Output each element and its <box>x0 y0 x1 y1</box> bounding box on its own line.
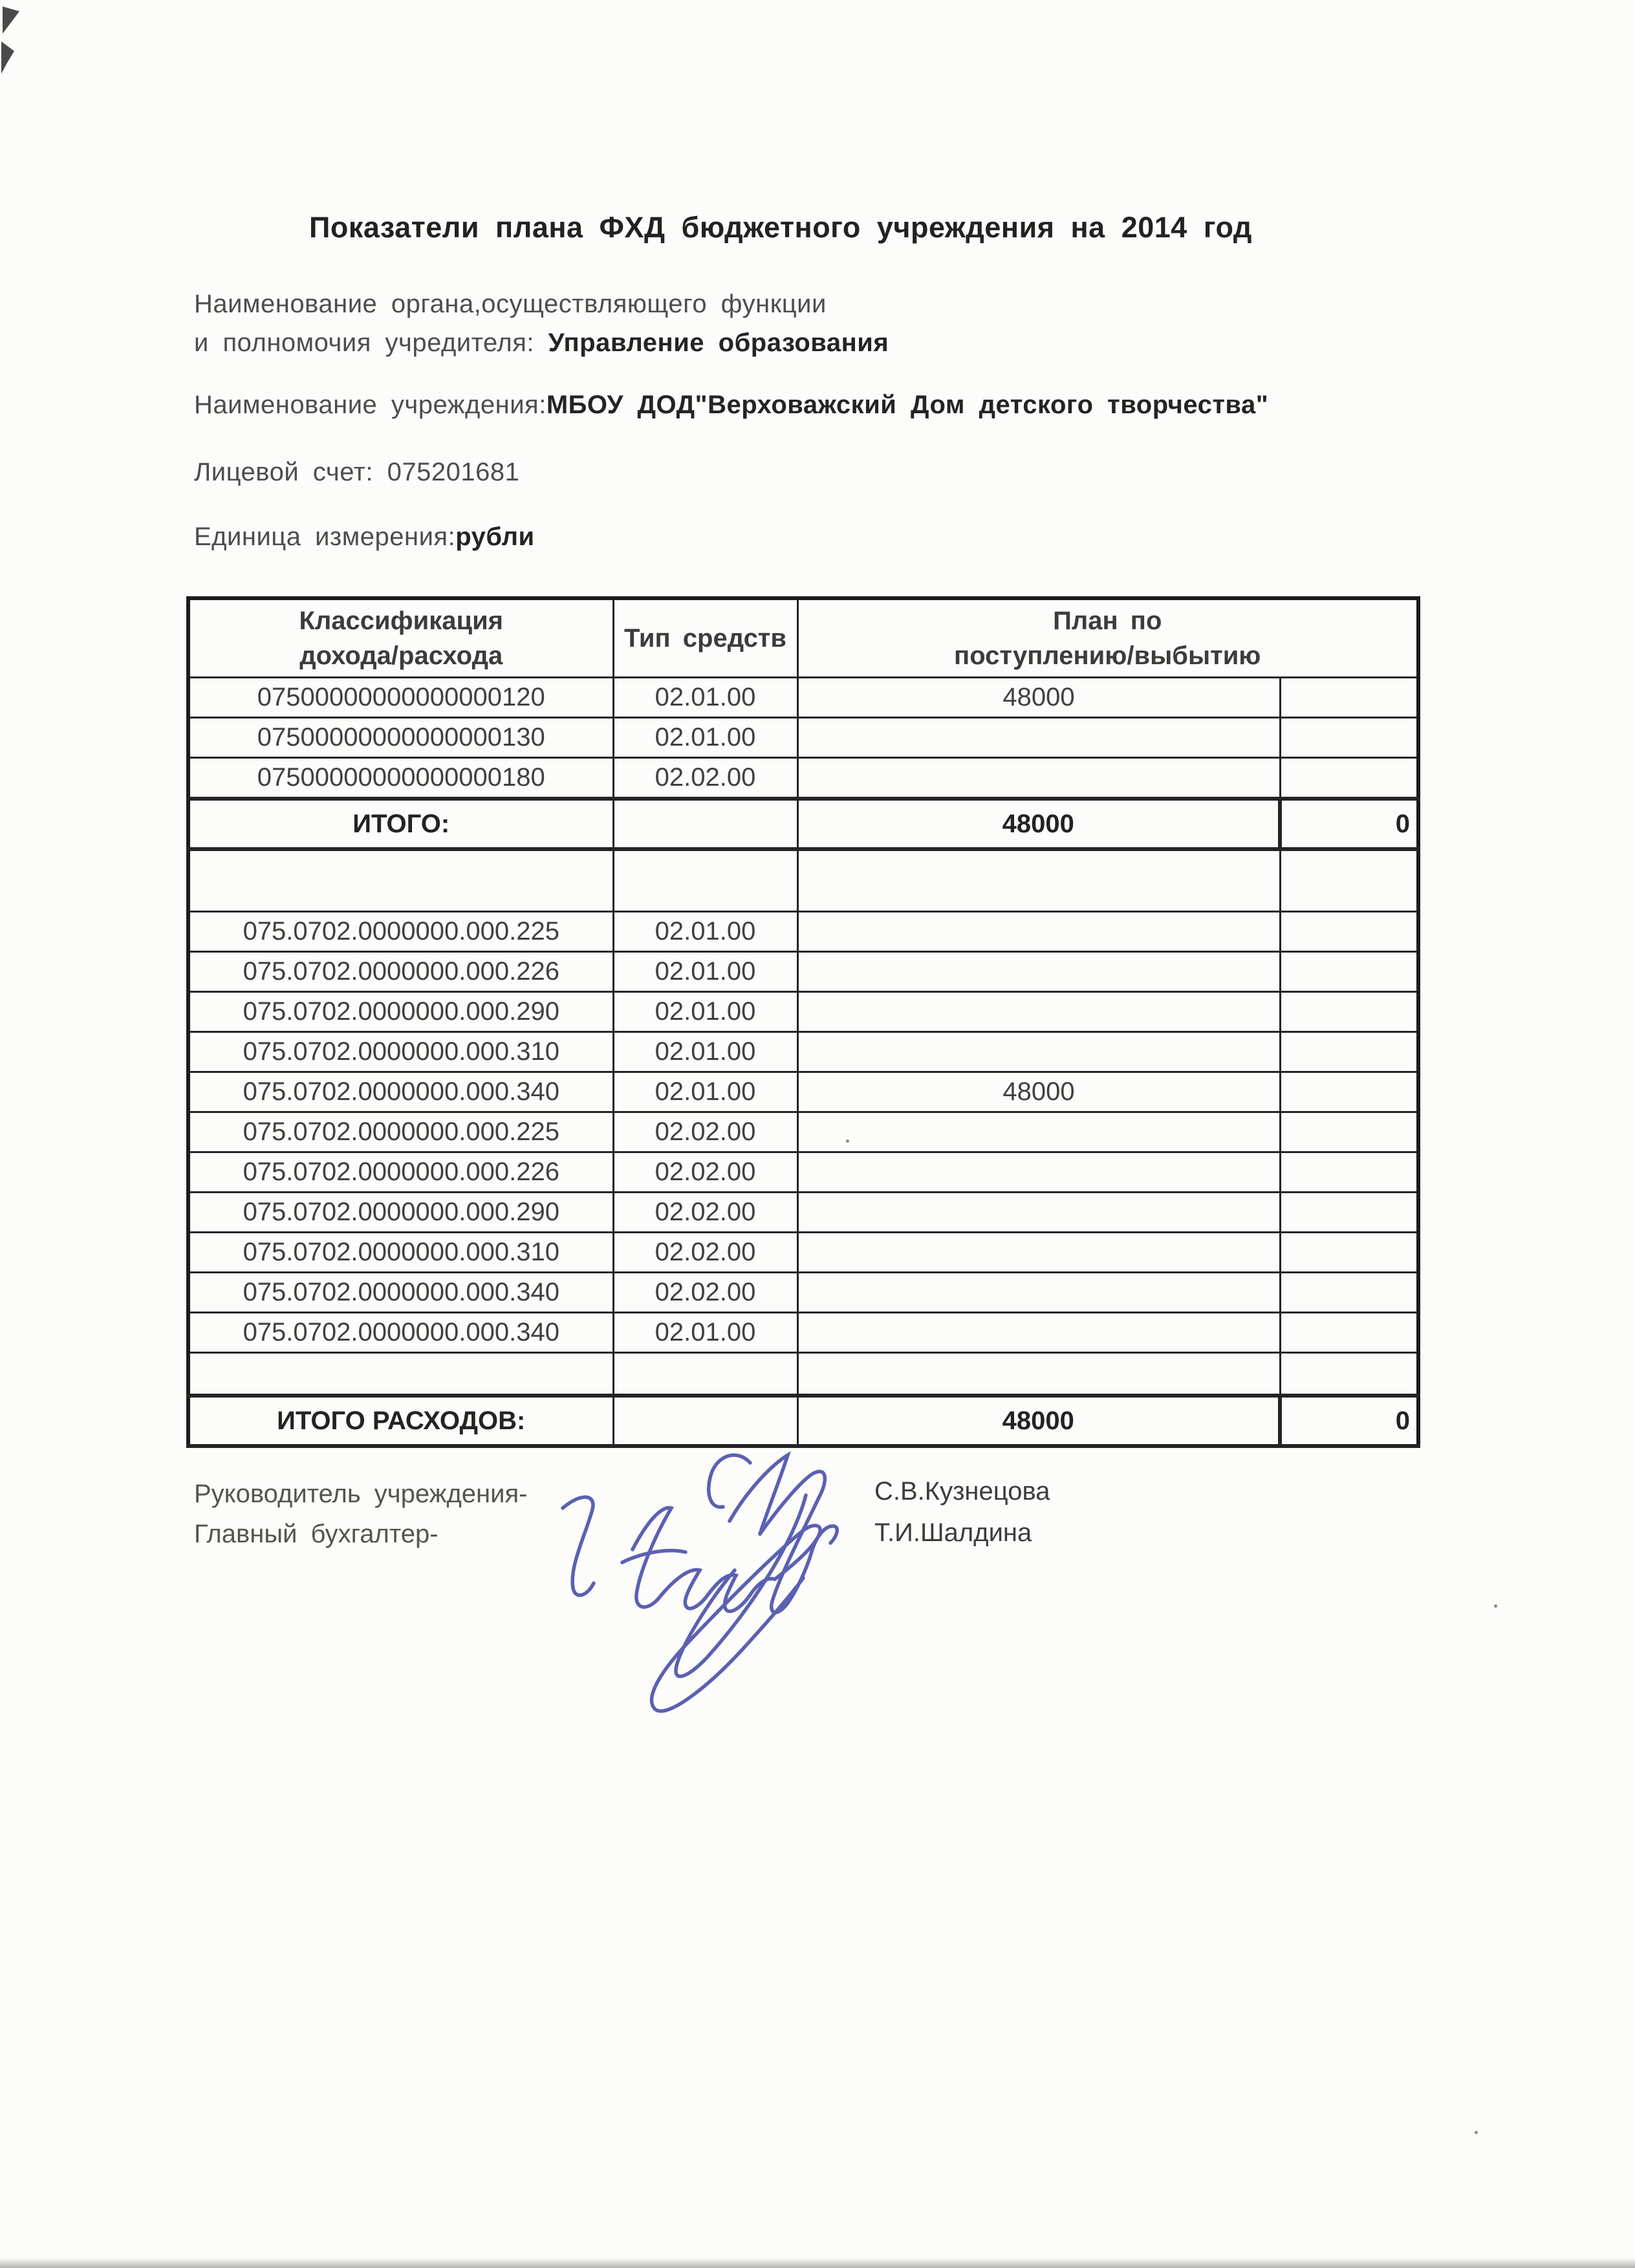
cell-plan <box>797 952 1280 992</box>
cell-extra: 0 <box>1280 799 1418 849</box>
header-plan-line2: поступлению/выбытию <box>954 642 1261 670</box>
role-accountant: Главный бухгалтер- <box>194 1520 439 1548</box>
header-fund-type: Тип средств <box>613 598 797 678</box>
unit-value: рубли <box>455 523 535 551</box>
cell-code: 07500000000000000180 <box>188 758 613 799</box>
cell-code: 075.0702.0000000.000.340 <box>188 1273 613 1313</box>
cell-plan: 48000 <box>797 1072 1280 1112</box>
cell-plan <box>797 1313 1280 1353</box>
plan-table-body <box>188 678 1418 1447</box>
cell-type: 02.01.00 <box>613 678 797 718</box>
scan-artifact-mark <box>3 6 19 34</box>
cell-extra <box>1280 952 1418 992</box>
cell-extra <box>1280 912 1418 952</box>
founder-name: Управление образования <box>548 329 889 357</box>
cell-type <box>613 1396 797 1446</box>
table-row <box>188 1072 1418 1112</box>
cell-extra: 0 <box>1280 1396 1418 1446</box>
cell-extra <box>1280 1152 1418 1193</box>
cell-type: 02.02.00 <box>613 1152 797 1193</box>
cell-code: ИТОГО: <box>188 799 613 849</box>
cell-plan <box>797 1273 1280 1313</box>
account-number: 075201681 <box>387 458 520 486</box>
table-row <box>188 1193 1418 1233</box>
cell-plan <box>797 1353 1280 1396</box>
cell-plan <box>797 1152 1280 1193</box>
unit-line <box>194 523 535 552</box>
table-row <box>188 1273 1418 1313</box>
table-row <box>188 758 1418 799</box>
institution-label: Наименование учреждения: <box>194 391 547 419</box>
cell-plan <box>797 1193 1280 1233</box>
table-row <box>188 952 1418 992</box>
cell-type: 02.02.00 <box>613 1193 797 1233</box>
table-row <box>188 1112 1418 1152</box>
account-label: Лицевой счет: <box>194 458 387 486</box>
founder-line-1: Наименование органа,осуществляющего функции <box>194 290 827 318</box>
cell-extra <box>1280 678 1418 718</box>
unit-label: Единица измерения: <box>194 523 456 551</box>
cell-code: 075.0702.0000000.000.290 <box>188 1193 613 1233</box>
cell-plan <box>797 1233 1280 1273</box>
cell-plan <box>797 992 1280 1032</box>
cell-extra <box>1280 758 1418 799</box>
cell-plan <box>797 1032 1280 1072</box>
scan-speck <box>1475 2131 1478 2134</box>
empty-row <box>188 849 1418 912</box>
cell-code: 075.0702.0000000.000.225 <box>188 1112 613 1152</box>
accountant-name: Т.И.Шалдина <box>874 1518 1032 1547</box>
cell-extra <box>1280 849 1418 912</box>
header-plan-line1: План по <box>1053 607 1162 635</box>
cell-code: 075.0702.0000000.000.310 <box>188 1032 613 1072</box>
total-row <box>188 1396 1418 1446</box>
cell-code: 075.0702.0000000.000.310 <box>188 1233 613 1273</box>
cell-plan: 48000 <box>797 678 1280 718</box>
table-row <box>188 718 1418 758</box>
cell-plan <box>797 912 1280 952</box>
table-header-row <box>188 598 1418 678</box>
scan-artifact-mark <box>1 41 14 74</box>
header-classification <box>188 598 613 678</box>
cell-plan <box>797 1112 1280 1152</box>
cell-extra <box>1280 1032 1418 1072</box>
scan-bottom-shadow <box>0 2258 1635 2268</box>
header-classification-line2: дохода/расхода <box>299 642 503 670</box>
cell-type <box>613 799 797 849</box>
cell-plan: 48000 <box>797 1396 1280 1446</box>
cell-code: 075.0702.0000000.000.226 <box>188 952 613 992</box>
cell-type: 02.01.00 <box>613 952 797 992</box>
cell-type: 02.02.00 <box>613 1233 797 1273</box>
cell-type: 02.02.00 <box>613 758 797 799</box>
cell-type: 02.01.00 <box>613 1032 797 1072</box>
cell-code <box>188 1353 613 1396</box>
table-row <box>188 1313 1418 1353</box>
role-director: Руководитель учреждения- <box>194 1480 528 1508</box>
cell-code: ИТОГО РАСХОДОВ: <box>188 1396 613 1446</box>
cell-extra <box>1280 992 1418 1032</box>
founder-label: и полномочия учредителя: <box>194 329 548 357</box>
institution-line <box>194 391 1268 420</box>
table-row <box>188 1233 1418 1273</box>
cell-type: 02.01.00 <box>613 1313 797 1353</box>
cell-extra <box>1280 1072 1418 1112</box>
cell-type: 02.02.00 <box>613 1273 797 1313</box>
cell-code: 075.0702.0000000.000.225 <box>188 912 613 952</box>
cell-type: 02.01.00 <box>613 718 797 758</box>
cell-type: 02.02.00 <box>613 1112 797 1152</box>
header-plan <box>797 598 1418 678</box>
director-name: С.В.Кузнецова <box>874 1477 1050 1506</box>
plan-table <box>186 596 1420 1448</box>
table-row <box>188 1032 1418 1072</box>
cell-type <box>613 1353 797 1396</box>
total-row <box>188 799 1418 849</box>
cell-extra <box>1280 1233 1418 1273</box>
cell-code: 075.0702.0000000.000.226 <box>188 1152 613 1193</box>
table-row <box>188 992 1418 1032</box>
scan-speck <box>1494 1604 1497 1608</box>
account-line <box>194 458 519 487</box>
cell-extra <box>1280 1273 1418 1313</box>
cell-type <box>613 849 797 912</box>
cell-code: 07500000000000000120 <box>188 678 613 718</box>
cell-plan: 48000 <box>797 799 1280 849</box>
cell-type: 02.01.00 <box>613 1072 797 1112</box>
cell-plan <box>797 758 1280 799</box>
cell-extra <box>1280 1313 1418 1353</box>
page-title: Показатели плана ФХД бюджетного учреждения на 2014 год <box>309 211 1252 244</box>
cell-plan <box>797 849 1280 912</box>
cell-code: 075.0702.0000000.000.290 <box>188 992 613 1032</box>
cell-extra <box>1280 1353 1418 1396</box>
cell-extra <box>1280 1112 1418 1152</box>
table-row <box>188 912 1418 952</box>
cell-type: 02.01.00 <box>613 912 797 952</box>
cell-code: 07500000000000000130 <box>188 718 613 758</box>
cell-type: 02.01.00 <box>613 992 797 1032</box>
empty-row <box>188 1353 1418 1396</box>
cell-code: 075.0702.0000000.000.340 <box>188 1072 613 1112</box>
founder-line-2 <box>194 329 889 358</box>
cell-plan <box>797 718 1280 758</box>
cell-code <box>188 849 613 912</box>
cell-extra <box>1280 718 1418 758</box>
table-row <box>188 1152 1418 1193</box>
table-row <box>188 678 1418 718</box>
cell-extra <box>1280 1193 1418 1233</box>
institution-name: МБОУ ДОД"Верховажский Дом детского творчества" <box>546 391 1269 419</box>
cell-code: 075.0702.0000000.000.340 <box>188 1313 613 1353</box>
header-classification-line1: Классификация <box>299 607 504 635</box>
